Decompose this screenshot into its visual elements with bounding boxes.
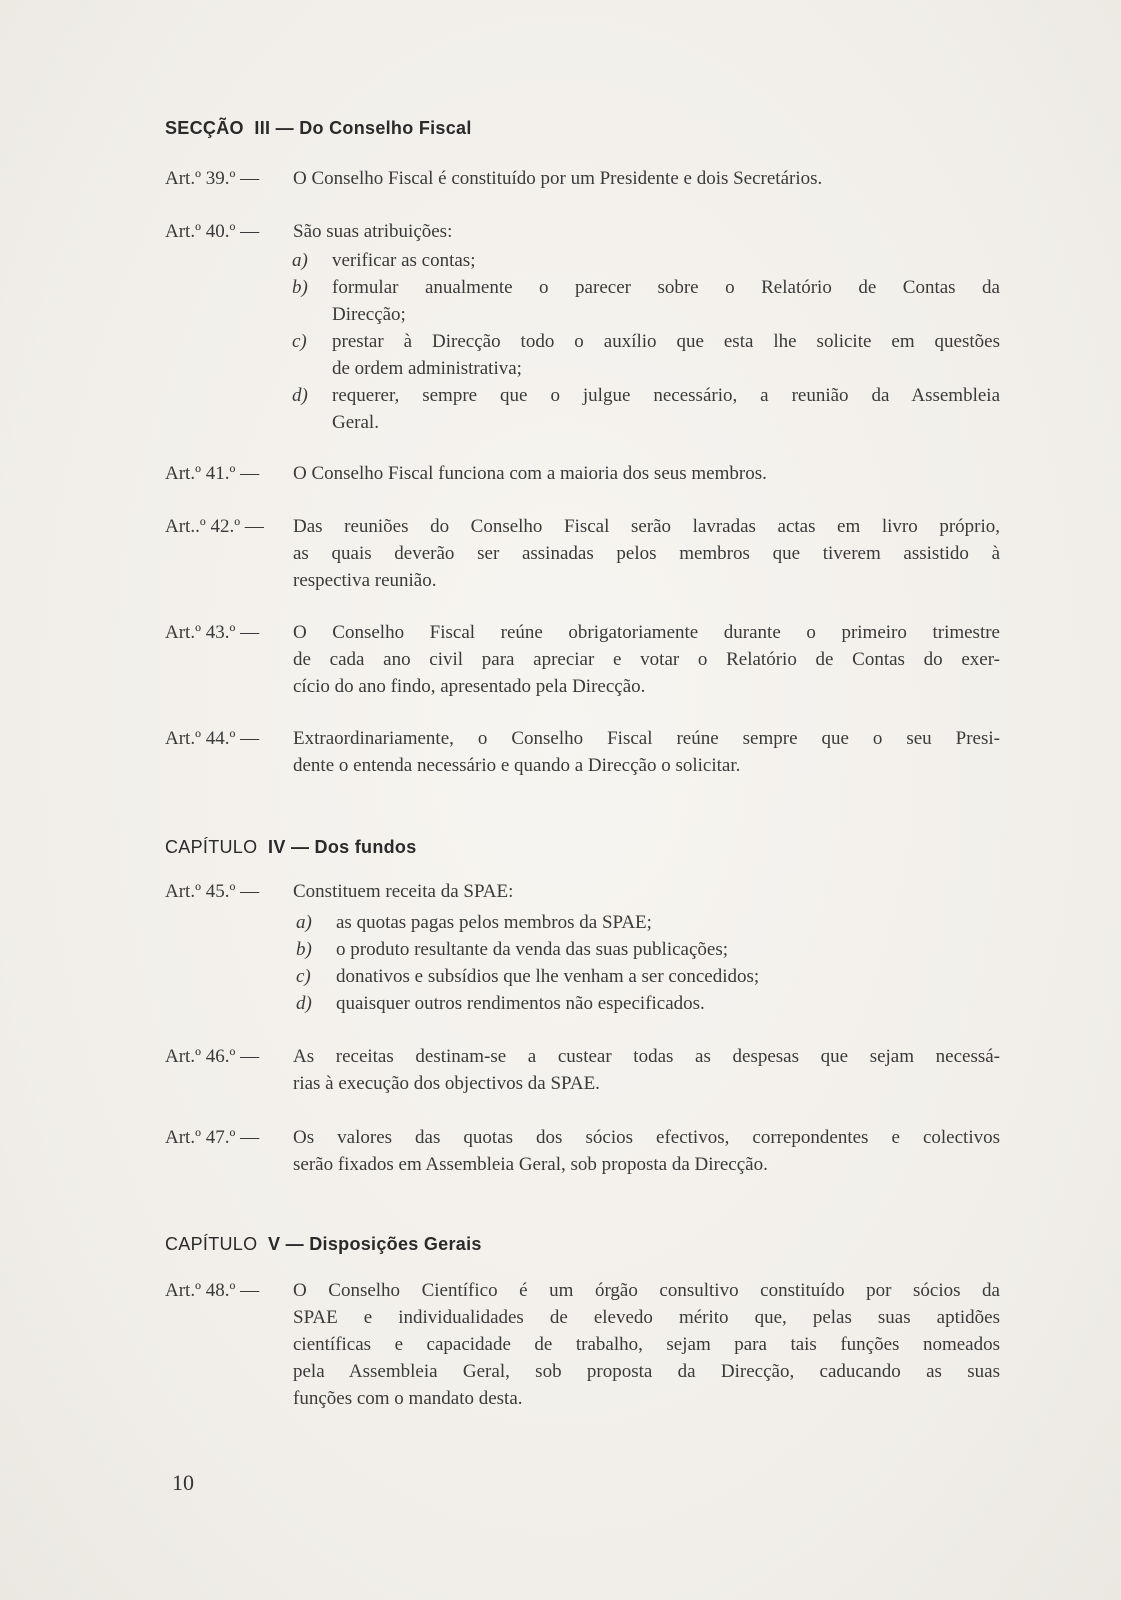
chapter-title: V — Disposições Gerais — [268, 1234, 482, 1254]
item-letter: d) — [296, 993, 312, 1014]
article-text: Das reuniões do Conselho Fiscal serão lavradas actas em livro próprio, — [293, 516, 1000, 537]
article-text: O Conselho Fiscal funciona com a maioria dos seus membros. — [293, 463, 767, 484]
article-number: Art.º 48.º — — [165, 1280, 260, 1301]
article-number: Art.º 44.º — — [165, 728, 260, 749]
article-text: rias à execução dos objectivos da SPAE. — [293, 1073, 600, 1094]
article-number: Art.º 39.º — — [165, 168, 260, 189]
section-label: SECÇÃO — [165, 118, 244, 138]
item-text: prestar à Direcção todo o auxílio que esta lhe solicite em questões — [332, 331, 1000, 352]
chapter-label: CAPÍTULO — [165, 837, 258, 857]
list-item — [292, 274, 1000, 301]
article-text: respectiva reunião. — [293, 570, 437, 591]
list-item-cont — [292, 409, 1000, 436]
item-text: donativos e subsídios que lhe venham a ser concedidos; — [336, 966, 760, 987]
article-number: Art.º 40.º — — [165, 221, 260, 242]
item-text: verificar as contas; — [332, 250, 476, 271]
list-item-cont — [292, 301, 1000, 328]
chapter-label: CAPÍTULO — [165, 1234, 258, 1254]
item-letter: a) — [296, 912, 312, 933]
article-text: São suas atribuições: — [293, 221, 453, 242]
item-letter: c) — [296, 966, 311, 987]
section-heading — [165, 118, 472, 139]
list-item — [292, 328, 1000, 355]
article-text: funções com o mandato desta. — [293, 1388, 523, 1409]
article-text: cício do ano findo, apresentado pela Direcção. — [293, 676, 646, 697]
article-40 — [165, 218, 1000, 245]
item-letter: c) — [292, 331, 307, 352]
article-text: O Conselho Fiscal é constituído por um Presidente e dois Secretários. — [293, 168, 823, 189]
article-text: Os valores das quotas dos sócios efectivos, correpondentes e colectivos — [293, 1127, 1000, 1148]
section-title: III — Do Conselho Fiscal — [254, 118, 472, 138]
article-44 — [165, 725, 1000, 779]
article-47 — [165, 1124, 1000, 1178]
article-number: Art.º 41.º — — [165, 463, 260, 484]
list-item — [292, 247, 1000, 274]
item-text: o produto resultante da venda das suas publicações; — [336, 939, 729, 960]
article-40-list — [292, 247, 1000, 436]
chapter-heading — [165, 1234, 482, 1255]
article-text: As receitas destinam-se a custear todas as despesas que sejam necessá- — [293, 1046, 1000, 1067]
article-number: Art..º 42.º — — [165, 516, 264, 537]
item-text: requerer, sempre que o julgue necessário, a reunião da Assembleia — [332, 385, 1000, 406]
article-text: O Conselho Científico é um órgão consultivo constituído por sócios da — [293, 1280, 1000, 1301]
item-text: Geral. — [332, 412, 379, 433]
article-number: Art.º 45.º — — [165, 881, 260, 902]
item-text: quaisquer outros rendimentos não especificados. — [336, 993, 705, 1014]
article-text: Constituem receita da SPAE: — [293, 881, 514, 902]
article-42 — [165, 513, 1000, 594]
list-item — [296, 936, 1004, 963]
item-letter: b) — [292, 277, 308, 298]
article-number: Art.º 47.º — — [165, 1127, 260, 1148]
article-number: Art.º 43.º — — [165, 622, 260, 643]
article-text: serão fixados em Assembleia Geral, sob proposta da Direcção. — [293, 1154, 768, 1175]
article-number: Art.º 46.º — — [165, 1046, 260, 1067]
list-item — [296, 963, 1004, 990]
article-text: científicas e capacidade de trabalho, sejam para tais funções nomeados — [293, 1334, 1000, 1355]
list-item — [296, 990, 1004, 1017]
list-item-cont — [292, 355, 1000, 382]
article-text: de cada ano civil para apreciar e votar o Relatório de Contas do exer- — [293, 649, 1000, 670]
article-45-list — [296, 909, 1004, 1017]
article-43 — [165, 619, 1000, 700]
page-number: 10 — [172, 1470, 194, 1495]
item-letter: b) — [296, 939, 312, 960]
list-item — [296, 909, 1004, 936]
article-41 — [165, 460, 1000, 487]
article-text: Extraordinariamente, o Conselho Fiscal reúne sempre que o seu Presi- — [293, 728, 1000, 749]
article-text: O Conselho Fiscal reúne obrigatoriamente durante o primeiro trimestre — [293, 622, 1000, 643]
list-item — [292, 382, 1000, 409]
article-39 — [165, 165, 1000, 192]
item-text: Direcção; — [332, 304, 406, 325]
item-letter: a) — [292, 250, 308, 271]
article-45 — [165, 878, 1000, 905]
article-text: SPAE e individualidades de elevedo mérito que, pelas suas aptidões — [293, 1307, 1000, 1328]
article-text: dente o entenda necessário e quando a Direcção o solicitar. — [293, 755, 741, 776]
item-text: formular anualmente o parecer sobre o Relatório de Contas da — [332, 277, 1000, 298]
chapter-heading — [165, 837, 417, 858]
article-48 — [165, 1277, 1000, 1412]
article-46 — [165, 1043, 1000, 1097]
item-text: de ordem administrativa; — [332, 358, 522, 379]
item-text: as quotas pagas pelos membros da SPAE; — [336, 912, 652, 933]
article-text: pela Assembleia Geral, sob proposta da Direcção, caducando as suas — [293, 1361, 1000, 1382]
chapter-title: IV — Dos fundos — [268, 837, 417, 857]
article-text: as quais deverão ser assinadas pelos membros que tiverem assistido à — [293, 543, 1000, 564]
item-letter: d) — [292, 385, 308, 406]
